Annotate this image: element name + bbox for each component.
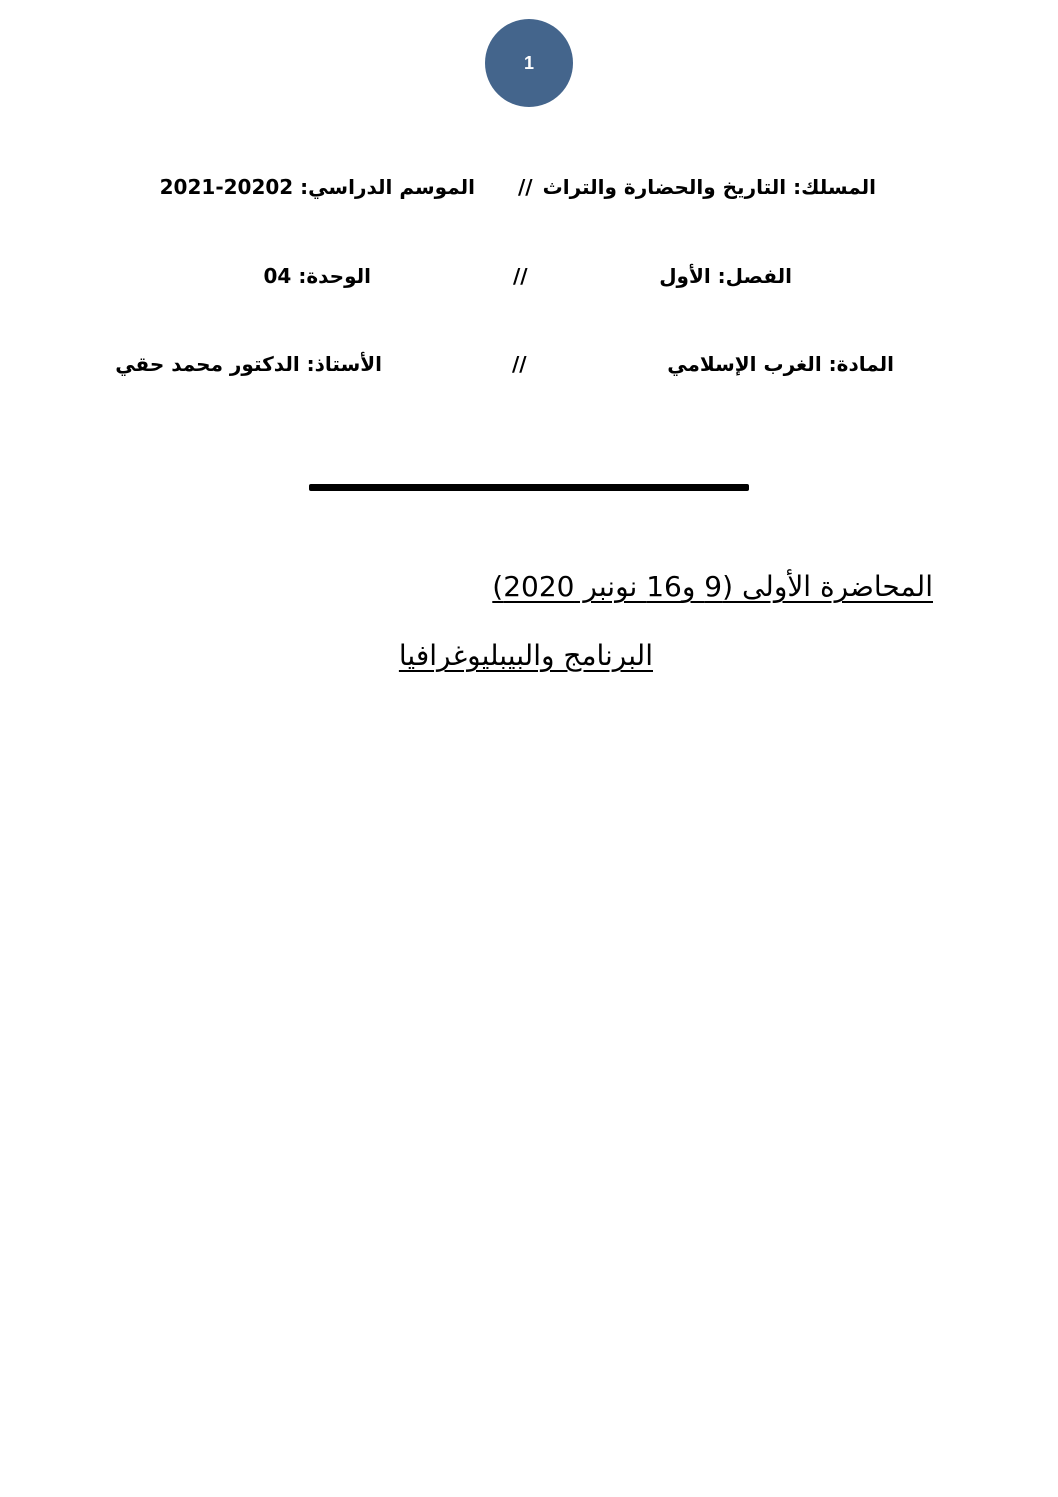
- subject-label: المادة: الغرب الإسلامي: [667, 352, 894, 376]
- separator: //: [518, 175, 533, 199]
- semester-label: الفصل: الأول: [659, 264, 792, 288]
- separator: //: [513, 264, 528, 288]
- professor-label: الأستاذ: الدكتور محمد حقي: [115, 352, 382, 376]
- academic-season-label: الموسم الدراسي: 20202-2021: [159, 175, 475, 199]
- lecture-subtitle: البرنامج والبيبليوغرافيا: [398, 639, 653, 672]
- info-row-subject-professor: [0, 344, 1058, 384]
- track-label: المسلك: التاريخ والحضارة والتراث: [542, 175, 876, 199]
- info-row-track-season: [0, 167, 1058, 207]
- unit-label: الوحدة: 04: [263, 264, 371, 288]
- page-number: 1: [523, 52, 534, 73]
- lecture-title: المحاضرة الأولى (9 و16 نونبر 2020): [492, 570, 933, 603]
- separator: //: [512, 352, 527, 376]
- divider-rule: [309, 484, 749, 491]
- info-row-semester-unit: [0, 256, 1058, 296]
- page-number-badge: [485, 19, 573, 107]
